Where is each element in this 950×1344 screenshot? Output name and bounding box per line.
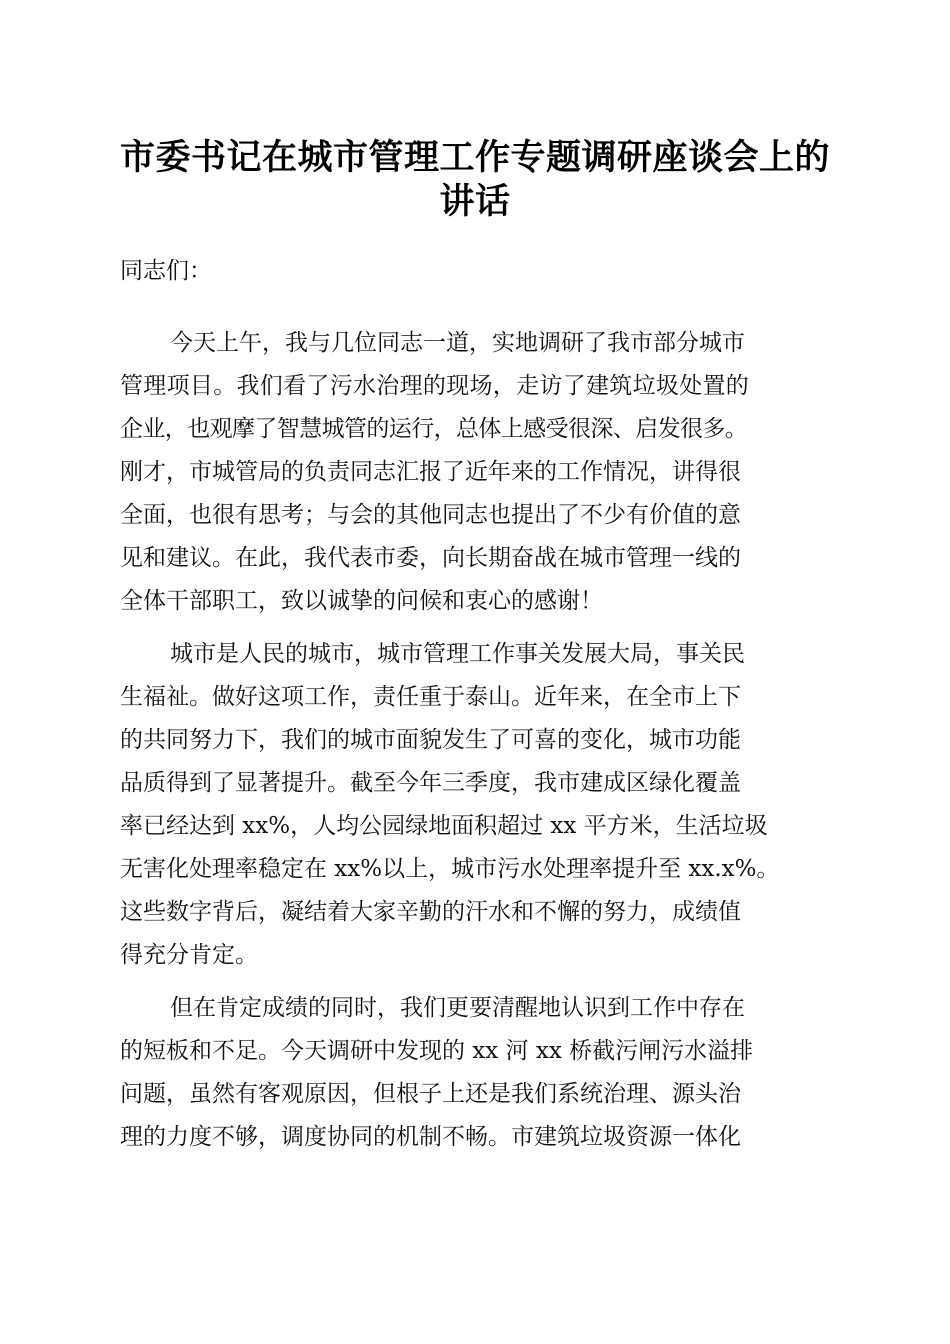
body-line: 理的力度不够，调度协同的机制不畅。市建筑垃圾资源一体化 (120, 1124, 741, 1150)
greeting: 同志们： (120, 258, 212, 284)
body-line: 城市是人民的城市，城市管理工作事关发展大局，事关民 (170, 641, 745, 667)
body-line: 问题，虽然有客观原因，但根子上还是我们系统治理、源头治 (120, 1081, 741, 1107)
body-line: 刚才，市城管局的负责同志汇报了近年来的工作情况，讲得很 (120, 459, 741, 485)
body-line: 生福祉。做好这项工作，责任重于泰山。近年来，在全市上下 (120, 684, 741, 710)
body-line: 管理项目。我们看了污水治理的现场，走访了建筑垃圾处置的 (120, 373, 750, 399)
body-line: 企业，也观摩了智慧城管的运行，总体上感受很深、启发很多。 (120, 416, 748, 442)
body-line: 今天上午，我与几位同志一道，实地调研了我市部分城市 (170, 330, 745, 356)
title-line-1: 市委书记在城市管理工作专题调研座谈会上的 (119, 137, 830, 178)
body-line: 全体干部职工，致以诚挚的问候和衷心的感谢！ (120, 588, 603, 614)
body-line: 无害化处理率稳定在 xx%以上，城市污水处理率提升至 xx.x%。 (120, 856, 780, 882)
body-line: 的共同努力下，我们的城市面貌发生了可喜的变化，城市功能 (120, 727, 741, 753)
body-line: 率已经达到 xx%，人均公园绿地面积超过 xx 平方米，生活垃圾 (120, 813, 768, 839)
title-line-2: 讲话 (439, 181, 511, 222)
body-line: 全面，也很有思考；与会的其他同志也提出了不少有价值的意 (120, 502, 741, 528)
body-line: 的短板和不足。今天调研中发现的 xx 河 xx 桥截污闸污水溢排 (120, 1038, 754, 1064)
body-line: 得充分肯定。 (120, 942, 258, 968)
body-line: 这些数字背后，凝结着大家辛勤的汗水和不懈的努力，成绩值 (120, 899, 741, 925)
body-line: 品质得到了显著提升。截至今年三季度，我市建成区绿化覆盖 (120, 770, 741, 796)
body-line: 见和建议。在此，我代表市委，向长期奋战在城市管理一线的 (120, 545, 741, 571)
body-line: 但在肯定成绩的同时，我们更要清醒地认识到工作中存在 (170, 995, 745, 1021)
document-title (100, 136, 850, 224)
